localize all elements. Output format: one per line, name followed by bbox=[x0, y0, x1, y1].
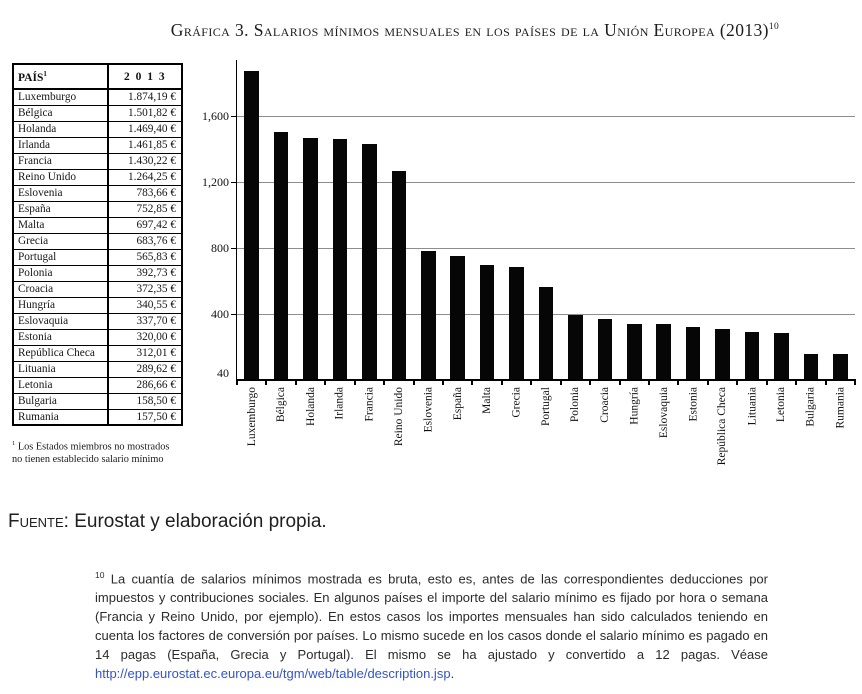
x-axis-line bbox=[236, 379, 856, 381]
value-cell: 337,70 € bbox=[108, 313, 182, 329]
chart-bar bbox=[333, 139, 348, 380]
gridline bbox=[237, 116, 855, 117]
value-cell: 312,01 € bbox=[108, 345, 182, 361]
y-tick-label: 1,600 bbox=[202, 109, 229, 124]
value-cell: 1.430,22 € bbox=[108, 153, 182, 169]
chart-bar bbox=[686, 327, 701, 380]
x-tick-label: Eslovenia bbox=[422, 387, 435, 433]
x-tick-label: Rumania bbox=[834, 387, 847, 429]
x-tick-label: Bulgaria bbox=[804, 387, 817, 427]
value-cell: 1.461,85 € bbox=[108, 137, 182, 153]
value-cell: 783,66 € bbox=[108, 185, 182, 201]
chart-bar bbox=[656, 324, 671, 380]
chart-bar bbox=[303, 138, 318, 380]
footnote-text: La cuantía de salarios mínimos mostrada es bruta, esto es, antes de las correspondientes deducciones por impuestos y contribuciones sociales. En algunos países el importe del salario mínimo es fijado por hora o semana (Francia y Reino Unido, por ejemplo). En estos casos los importes mensuales han sido calculados teniendo en cuenta los factores de conversión por países. Lo mismo sucede en los casos donde el salario mínimo es pagado en 14 pagas (España, Grecia y Portugal). El mismo se ha ajustado y convertido a 12 pagas. Véase bbox=[95, 571, 768, 663]
country-header-label: PAÍS bbox=[18, 71, 44, 84]
x-tick-label: Portugal bbox=[540, 387, 552, 426]
x-axis-tick bbox=[589, 381, 591, 385]
x-tick-label: Letonia bbox=[775, 387, 788, 423]
x-axis-tick bbox=[854, 381, 856, 385]
x-tick-label: Eslovaquia bbox=[657, 387, 670, 439]
title-text: Gráfica 3. Salarios mínimos mensuales en los países de la Unión Europea (2013) bbox=[170, 20, 769, 40]
country-cell: Portugal bbox=[13, 249, 108, 265]
value-cell: 392,73 € bbox=[108, 265, 182, 281]
x-tick-label: Hungría bbox=[628, 387, 641, 425]
source-text: Eurostat y elaboración propia. bbox=[68, 511, 327, 532]
x-axis-tick bbox=[501, 381, 503, 385]
table-footnote-line1: Los Estados miembros no mostrados bbox=[17, 441, 170, 453]
country-cell: Francia bbox=[13, 153, 108, 169]
chart-bar bbox=[539, 287, 554, 380]
x-axis-tick bbox=[236, 381, 238, 385]
x-axis-tick bbox=[324, 381, 326, 385]
x-axis-tick bbox=[766, 381, 768, 385]
y-tick-label: 40 bbox=[217, 366, 229, 381]
country-cell: España bbox=[13, 201, 108, 217]
x-axis-tick bbox=[648, 381, 650, 385]
y-tick-label: 800 bbox=[211, 241, 229, 256]
country-cell: Estonia bbox=[13, 329, 108, 345]
x-axis-tick bbox=[707, 381, 709, 385]
chart-bar bbox=[568, 315, 583, 380]
title-footnote-ref: 10 bbox=[768, 22, 780, 33]
x-axis-tick bbox=[354, 381, 356, 385]
value-cell: 683,76 € bbox=[108, 233, 182, 249]
country-cell: República Checa bbox=[13, 345, 108, 361]
chart-bar bbox=[509, 267, 524, 380]
value-cell: 1.874,19 € bbox=[108, 89, 182, 105]
country-cell: Malta bbox=[13, 217, 108, 233]
country-cell: Polonia bbox=[13, 265, 108, 281]
value-cell: 697,42 € bbox=[108, 217, 182, 233]
y-axis-line bbox=[236, 60, 237, 380]
x-tick-label: Croacia bbox=[598, 387, 611, 423]
value-cell: 752,85 € bbox=[108, 201, 182, 217]
source-line bbox=[8, 511, 327, 533]
country-cell: Luxemburgo bbox=[13, 89, 108, 105]
x-tick-label: Lituania bbox=[746, 387, 758, 426]
gridline bbox=[237, 248, 855, 249]
x-tick-label: Reino Unido bbox=[392, 387, 405, 447]
chart-bar bbox=[774, 333, 789, 380]
country-cell: Irlanda bbox=[13, 137, 108, 153]
x-axis-tick bbox=[295, 381, 297, 385]
value-cell: 372,35 € bbox=[108, 281, 182, 297]
country-cell: Eslovenia bbox=[13, 185, 108, 201]
y-tick-label: 1,200 bbox=[202, 175, 229, 190]
chart-bar bbox=[804, 354, 819, 380]
value-cell: 1.501,82 € bbox=[108, 105, 182, 121]
value-cell: 158,50 € bbox=[108, 393, 182, 409]
source-prefix: Fuente: bbox=[8, 511, 69, 532]
value-cell: 1.469,40 € bbox=[108, 121, 182, 137]
chart-bar bbox=[244, 71, 259, 380]
eurostat-link[interactable]: http://epp.eurostat.ec.europa.eu/tgm/web/table/description.jsp bbox=[95, 666, 451, 682]
value-cell: 1.264,25 € bbox=[108, 169, 182, 185]
table-footnote-line2: no tienen establecido salario mínimo bbox=[12, 454, 164, 466]
country-cell: Reino Unido bbox=[13, 169, 108, 185]
x-tick-label: Irlanda bbox=[334, 387, 346, 420]
country-cell: Eslovaquia bbox=[13, 313, 108, 329]
value-cell: 157,50 € bbox=[108, 409, 182, 425]
chart-bar bbox=[627, 324, 642, 380]
y-tick-label: 400 bbox=[211, 307, 229, 322]
x-tick-label: Francia bbox=[363, 387, 376, 422]
country-cell: Hungría bbox=[13, 297, 108, 313]
chart-bar bbox=[362, 144, 377, 380]
x-axis-tick bbox=[677, 381, 679, 385]
value-cell: 340,55 € bbox=[108, 297, 182, 313]
country-cell: Croacia bbox=[13, 281, 108, 297]
chart-bar bbox=[833, 354, 848, 380]
x-tick-label: Malta bbox=[481, 387, 494, 414]
chart-bar bbox=[715, 329, 730, 380]
chart-bar bbox=[450, 256, 465, 380]
x-axis-tick bbox=[736, 381, 738, 385]
gridline bbox=[237, 182, 855, 183]
x-tick-label: República Checa bbox=[716, 387, 729, 466]
x-tick-label: Luxemburgo bbox=[245, 387, 258, 447]
country-cell: Bulgaria bbox=[13, 393, 108, 409]
x-tick-label: Polonia bbox=[569, 387, 582, 423]
x-axis-tick bbox=[265, 381, 267, 385]
page-footnote bbox=[95, 566, 768, 683]
chart-bar bbox=[745, 332, 760, 380]
country-cell: Rumania bbox=[13, 409, 108, 425]
x-axis-tick bbox=[795, 381, 797, 385]
country-header-sup: 1 bbox=[43, 69, 47, 78]
chart-bar bbox=[274, 132, 289, 380]
x-axis-tick bbox=[560, 381, 562, 385]
x-axis-tick bbox=[530, 381, 532, 385]
x-tick-label: España bbox=[451, 387, 464, 421]
country-cell: Holanda bbox=[13, 121, 108, 137]
value-cell: 565,83 € bbox=[108, 249, 182, 265]
table-footnote-sup: 1 bbox=[12, 440, 16, 447]
chart-bar bbox=[598, 319, 613, 380]
value-cell: 286,66 € bbox=[108, 377, 182, 393]
country-cell: Lituania bbox=[13, 361, 108, 377]
chart-bar bbox=[421, 251, 436, 380]
x-tick-label: Estonia bbox=[687, 387, 700, 422]
country-cell: Grecia bbox=[13, 233, 108, 249]
x-axis-tick bbox=[825, 381, 827, 385]
country-cell: Bélgica bbox=[13, 105, 108, 121]
chart-bar bbox=[392, 171, 407, 380]
footnote-number: 10 bbox=[95, 570, 105, 580]
value-cell: 289,62 € bbox=[108, 361, 182, 377]
value-cell: 320,00 € bbox=[108, 329, 182, 345]
x-tick-label: Grecia bbox=[510, 387, 523, 418]
x-tick-label: Holanda bbox=[304, 387, 317, 426]
country-cell: Letonia bbox=[13, 377, 108, 393]
x-axis-tick bbox=[383, 381, 385, 385]
x-tick-label: Bélgica bbox=[275, 387, 288, 423]
x-axis-tick bbox=[442, 381, 444, 385]
footnote-text-end: . bbox=[450, 666, 455, 682]
year-column-header: 2 0 1 3 bbox=[108, 64, 182, 89]
x-axis-tick bbox=[413, 381, 415, 385]
chart-bar bbox=[480, 265, 495, 380]
x-axis-tick bbox=[619, 381, 621, 385]
x-axis-tick bbox=[471, 381, 473, 385]
